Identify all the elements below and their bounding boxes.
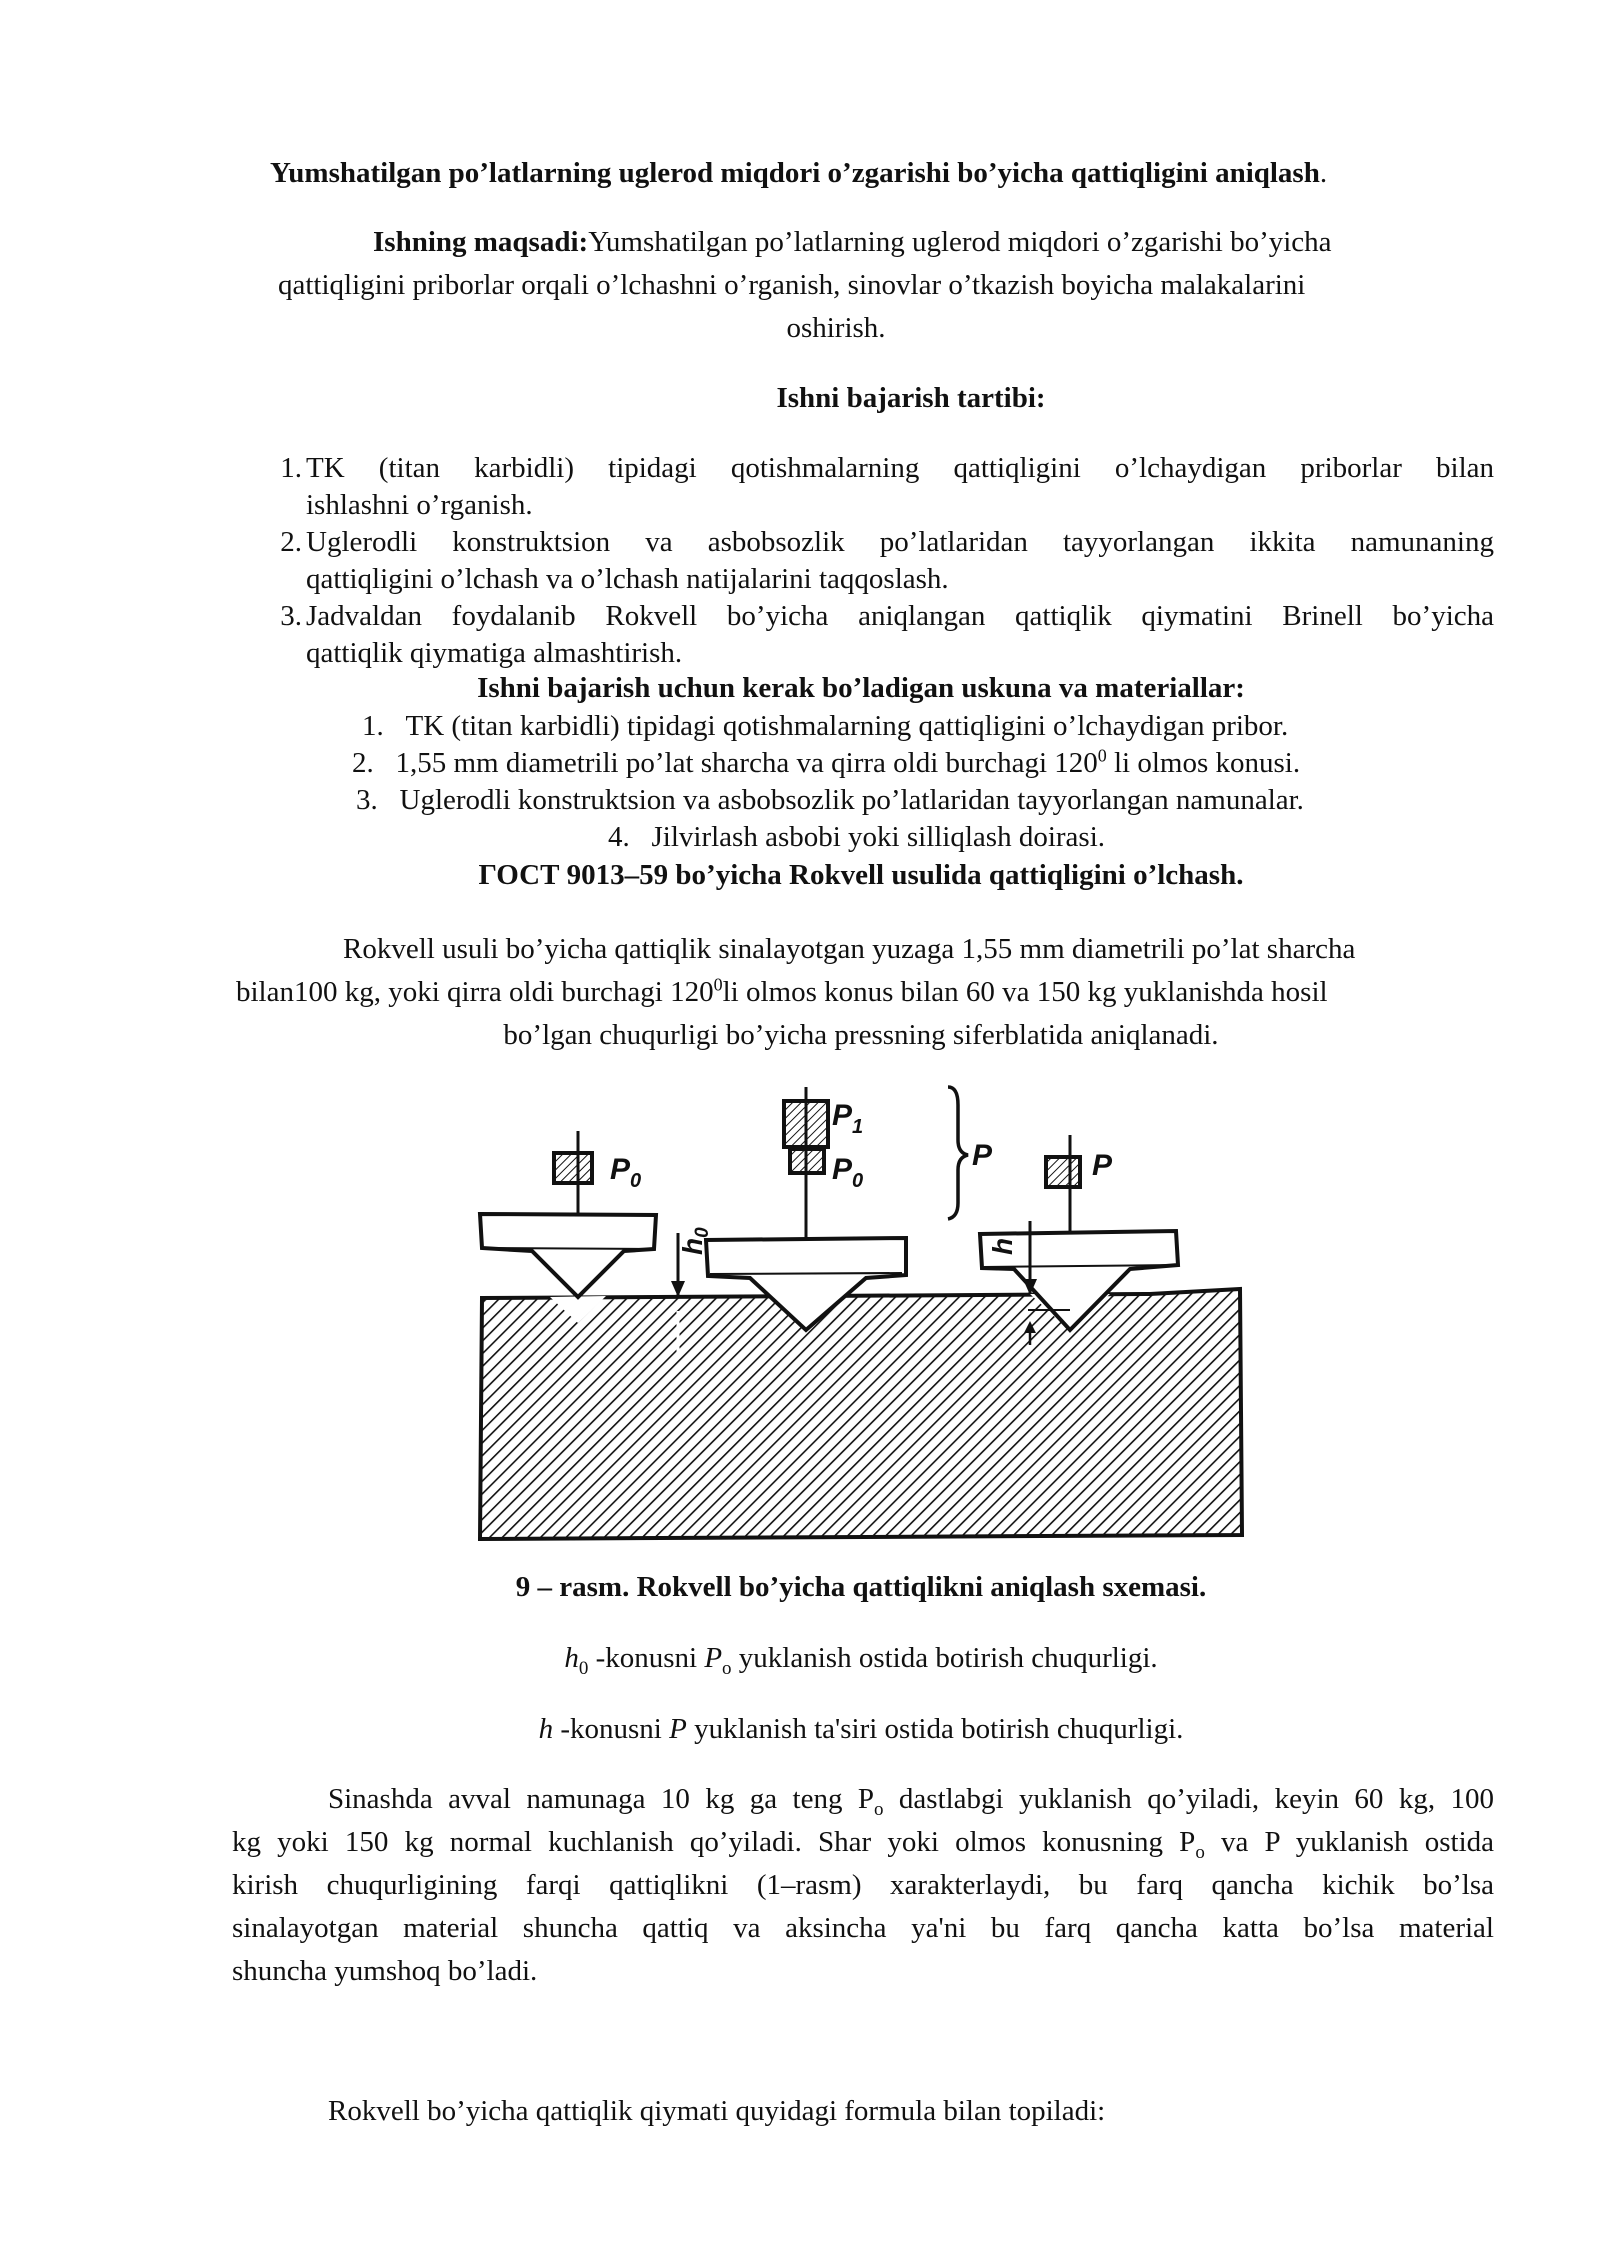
aim-line-1: Ishning maqsadi:Yumshatilgan po’latlarning uglerod miqdori o’zgarishi bo’yicha bbox=[373, 226, 1332, 258]
body-para-line-4: sinalayotgan material shuncha qattiq va aksincha ya'ni bu farq qancha katta bo’lsa material bbox=[232, 1912, 1494, 1944]
figure-legend-2: h -konusni P yuklanish ta'siri ostida botirish chuqurligi. bbox=[538, 1713, 1184, 1745]
load-brace bbox=[948, 1087, 968, 1219]
indentation-diagram bbox=[470, 1085, 1250, 1545]
figure-legend-1: $h_0$ -konusni $P_o$ yuklanish ostida botirish chuqurligi. bbox=[564, 1642, 1158, 1679]
label-h: h bbox=[987, 1237, 1018, 1255]
label-p-brace: P bbox=[972, 1139, 993, 1172]
formula-intro: Rokvell bo’yicha qattiqlik qiymati quyidagi formula bilan topiladi: bbox=[328, 2095, 1106, 2127]
body-paragraph bbox=[232, 1778, 1494, 1993]
equipment-item-1: 1. TK (titan karbidli) tipidagi qotishmalarning qattiqligini o’lchaydigan pribor. bbox=[362, 710, 1289, 742]
label-p1: $P_1$ bbox=[832, 1099, 864, 1138]
aim-line-3: oshirish. bbox=[786, 312, 886, 344]
gost-heading: ГОСТ 9013–59 bo’yicha Rokvell usulida qattiqligini o’lchash. bbox=[478, 859, 1244, 891]
equipment-item-2: 2. 1,55 mm diametrili po’lat sharcha va qirra oldi burchagi $120^0$ li olmos konusi. bbox=[352, 745, 1301, 779]
label-p-right: P bbox=[1092, 1149, 1113, 1182]
figure-caption: 9 – rasm. Rokvell bo’yicha qattiqlikni aniqlash sxemasi. bbox=[515, 1571, 1207, 1603]
label-p0-left: $P_0$ bbox=[610, 1153, 642, 1192]
rockwell-indentation-figure bbox=[470, 1085, 1250, 1550]
equipment-heading: Ishni bajarish uchun kerak bo’ladigan uskuna va materiallar: bbox=[477, 672, 1245, 704]
label-h0: $h_0$ bbox=[677, 1227, 713, 1255]
body-para-line-1: Sinashda avval namunaga 10 kg ga teng $P_o$ dastlabgi yuklanish qo’yiladi, keyin 60 kg, 100 bbox=[328, 1783, 1494, 1820]
body-para-line-2: kg yoki 150 kg normal kuchlanish qo’yiladi. Shar yoki olmos konusning $P_o$ va P yuklanish ostida bbox=[232, 1826, 1494, 1863]
equipment-item-4: 4. Jilvirlash asbobi yoki silliqlash doirasi. bbox=[608, 821, 1106, 853]
body-para-line-3: kirish chuqurligining farqi qattiqlikni (1–rasm) xarakterlaydi, bu farq qancha kichik bo’lsa bbox=[232, 1869, 1494, 1901]
label-p0-middle: $P_0$ bbox=[832, 1153, 864, 1192]
rockwell-para-line-2: bilan100 kg, yoki qirra oldi burchagi $120^0li$ olmos konus bilan 60 va 150 kg yuklanishda hosil bbox=[236, 974, 1328, 1008]
body-para-line-5: shuncha yumshoq bo’ladi. bbox=[232, 1955, 538, 1987]
aim-label: Ishning maqsadi: bbox=[373, 226, 589, 258]
equipment-item-3: 3. Uglerodli konstruktsion va asbobsozlik po’latlaridan tayyorlangan namunalar. bbox=[356, 784, 1304, 816]
procedure-heading: Ishni bajarish tartibi: bbox=[776, 382, 1046, 414]
indenter-2 bbox=[706, 1087, 906, 1330]
specimen-block bbox=[480, 1289, 1242, 1539]
document-page: Yumshatilgan po’latlarning uglerod miqdori o’zgarishi bo’yicha qattiqligini aniqlash. Ishning maqsadi:Yumshatilgan po’latlarning uglerod miqdori o’zgarishi bo’yicha qattiqligini priborlar orqali o’lchashni o’rganish, sinovlar o’tkazish boyicha malakalarini oshirish. Ishni bajarish tartibi: 1. TK (titan karbidli) tipidagi qotishmalarning qattiqligini o’lchaydigan priborlar bilan ishlashni o’rganish. 2. Uglerodli konstruktsion va asbobsozlik po’latlaridan tayyorlangan ikkita namunaning qattiqligini o’lchash va o’lchash natijalarini taqqoslash. 3. Jadvaldan foydalanib Rokvell bo’yicha aniqlangan qattiqlik qiymatini Brinell bo’yicha qattiqlik qiymatiga almashtirish. Ishni bajarish uchun kerak bo’ladigan uskuna va materiallar: 1. TK (titan karbidli) tipidagi qotishmalarning qattiqligini o’lchaydigan pribor. 2. 1,55 mm diametrili po’lat sharcha va qirra oldi burchagi $120^0$ li olmos konusi. 3. Uglerodli konstruktsion va asbobsozlik po’latlaridan tayyorlangan namunalar. 4. Jilvirlash asbobi yoki silliqlash doirasi. ГОСТ 9013–59 bo’yicha Rokvell usulida qattiqligini o’lchash. Rokvell usuli bo’yicha qattiqlik sinalayotgan yuzaga 1,55 mm diametrili po’lat sharcha bilan100 kg, yoki qirra oldi burchagi $120^0li$ olmos konus bilan 60 va 150 kg yuklanishda hosil bo’lgan chuqurligi bo’yicha pressning siferblatida aniqlanadi. $P_0$ $P_1$ $P_0$ P P $h_0$ h 9 – rasm. Rokvell bo’yicha qattiqlikni aniqlash sxemasi. $h_0$ -konusni $P_o$ yuklanish ostida botirish chuqurligi. h -konusni P yuklanish ta'siri ostida botirish chuqurligi. Sinashda avval namunaga 10 kg ga teng $P_o$ dastlabgi yuklanish qo’yiladi, keyin 60 kg, 100 kg yoki 150 kg normal kuchlanish qo’yiladi. Shar yoki olmos konusning $P_o$ va P yuklanish ostida kirish chuqurligining farqi qattiqlikni (1–rasm) xarakterlaydi, bu farq qancha kichik bo’lsa sinalayotgan material shuncha qattiq va aksincha ya'ni bu farq qancha katta bo’lsa material shuncha yumshoq bo’ladi. Rokvell bo’yicha qattiqlik qiymati quyidagi formula bilan topiladi: bbox=[0, 0, 1600, 2262]
aim-line-2: qattiqligini priborlar orqali o’lchashni o’rganish, sinovlar o’tkazish boyicha malakalarini bbox=[278, 269, 1306, 301]
page-title: Yumshatilgan po’latlarning uglerod miqdori o’zgarishi bo’yicha qattiqligini aniqlash. bbox=[270, 157, 1328, 189]
rockwell-para-line-1: Rokvell usuli bo’yicha qattiqlik sinalayotgan yuzaga 1,55 mm diametrili po’lat sharcha bbox=[343, 933, 1356, 965]
rockwell-para-line-3: bo’lgan chuqurligi bo’yicha pressning siferblatida aniqlanadi. bbox=[503, 1019, 1219, 1051]
